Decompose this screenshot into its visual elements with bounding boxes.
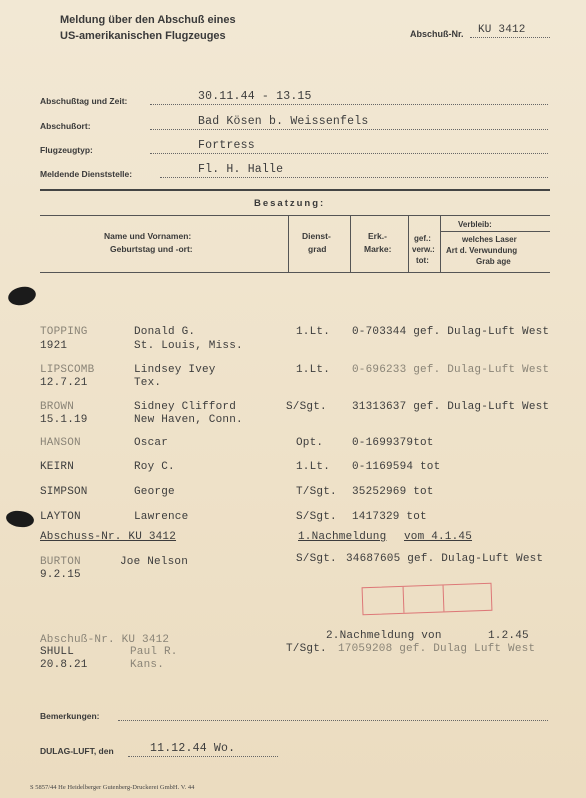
supplement1-note-b: vom 4.1.45 [404,531,473,543]
stamp-cell-2 [403,585,445,612]
crew-line-4: 0-1169594 tot [352,461,441,473]
crew-rank-6: S/Sgt. [296,511,337,523]
crew-surname-6: LAYTON [40,511,81,523]
crew-born-0: 1921 [40,340,68,352]
field-value-type: Fortress [198,139,255,152]
field-label-place: Abschußort: [40,121,91,131]
stamp-cell-3 [443,584,493,612]
col-divider-4 [440,215,441,272]
ink-blot-bottom [5,509,35,529]
supplement2-surname: SHULL [40,646,75,658]
col-verbleib-line1: Verbleib: [458,220,492,229]
crew-rank-2: S/Sgt. [286,401,327,413]
supplement2-given: Paul R. [130,646,178,658]
sign-label: DULAG-LUFT, den [40,746,114,756]
title-line-2: US-amerikanischen Flugzeuges [60,30,226,42]
supplement1-note-a: 1.Nachmeldung [298,531,387,543]
col-status-line1: gef.: [414,234,431,243]
field-line-type [150,153,548,154]
abschuss-nr-value: KU 3412 [478,24,526,36]
supplement1-born: 9.2.15 [40,569,81,581]
table-header-rule [40,215,550,216]
supplement1-ref: Abschuss-Nr. KU 3412 [40,531,177,543]
crew-rank-4: 1.Lt. [296,461,331,473]
crew-line-3: 0-1699379tot [352,437,434,449]
field-label-type: Flugzeugtyp: [40,145,93,155]
supplement2-date: 1.2.45 [488,630,529,642]
supplement2-ref: Abschuß-Nr. KU 3412 [40,634,170,646]
crew-line-2: 31313637 gef. Dulag-Luft West [352,401,550,413]
col-verbleib-line2: welches Laser [462,235,517,244]
crew-surname-5: SIMPSON [40,486,88,498]
supplement2-place: Kans. [130,659,165,671]
stamp-cell-1 [363,587,404,614]
verbleib-divider [440,231,550,232]
crew-given-0: Donald G. [134,326,196,338]
printer-imprint: S 5857/44 He Heidelberger Gutenberg-Druckerei GmbH. V. 44 [30,784,195,791]
field-line-place [150,129,548,130]
col-divider-1 [288,215,289,272]
receipt-stamp [362,583,493,616]
col-rank-line1: Dienst- [302,231,331,241]
field-value-unit: Fl. H. Halle [198,163,284,176]
abschuss-nr-underline [470,37,550,38]
field-value-date: 30.11.44 - 13.15 [198,90,312,103]
col-status-line3: tot: [416,256,429,265]
crew-place-1: Tex. [134,377,162,389]
col-divider-2 [350,215,351,272]
crew-rank-3: Opt. [296,437,324,449]
crew-place-0: St. Louis, Miss. [134,340,243,352]
crew-given-3: Oscar [134,437,169,449]
remarks-line [118,720,548,721]
crew-given-1: Lindsey Ivey [134,364,216,376]
crew-line-6: 1417329 tot [352,511,427,523]
crew-rank-1: 1.Lt. [296,364,331,376]
crew-given-2: Sidney Clifford [134,401,237,413]
field-label-date: Abschußtag und Zeit: [40,96,128,106]
title-line-1: Meldung über den Abschuß eines [60,14,236,26]
supplement2-line: 17059208 gef. Dulag Luft West [338,643,536,655]
sign-line [128,756,278,757]
crew-place-2: New Haven, Conn. [134,414,243,426]
field-line-unit [160,177,548,178]
crew-born-2: 15.1.19 [40,414,88,426]
col-name-line2: Geburtstag und -ort: [110,244,193,254]
field-label-unit: Meldende Dienststelle: [40,169,133,179]
crew-rank-0: 1.Lt. [296,326,331,338]
table-top-rule [40,189,550,191]
crew-surname-2: BROWN [40,401,75,413]
col-rank-line2: grad [308,244,327,254]
supplement1-rank: S/Sgt. [296,553,337,565]
crew-table-title: Besatzung: [254,198,326,209]
crew-surname-3: HANSON [40,437,81,449]
table-header-bottom-rule [40,272,550,273]
col-name-line1: Name und Vornamen: [104,231,192,241]
supplement1-surname: BURTON [40,556,81,568]
crew-line-5: 35252969 tot [352,486,434,498]
crew-surname-4: KEIRN [40,461,75,473]
supplement2-rank: T/Sgt. [286,643,327,655]
crew-surname-1: LIPSCOMB [40,364,95,376]
supplement2-note: 2.Nachmeldung von [326,630,442,642]
crew-rank-5: T/Sgt. [296,486,337,498]
supplement2-born: 20.8.21 [40,659,88,671]
col-ident-line1: Erk.- [368,231,387,241]
col-verbleib-line3: Art d. Verwundung [446,246,518,255]
crew-born-1: 12.7.21 [40,377,88,389]
col-status-line2: verw.: [412,245,435,254]
col-ident-line2: Marke: [364,244,392,254]
ink-blot-top [6,284,37,307]
crew-given-6: Lawrence [134,511,189,523]
field-value-place: Bad Kösen b. Weissenfels [198,115,369,128]
remarks-label: Bemerkungen: [40,711,100,721]
supplement1-given: Joe Nelson [120,556,189,568]
field-line-date [150,104,548,105]
crew-surname-0: TOPPING [40,326,88,338]
crew-given-5: George [134,486,175,498]
crew-given-4: Roy C. [134,461,175,473]
col-divider-3 [408,215,409,272]
crew-line-1: 0-696233 gef. Dulag-Luft West [352,364,550,376]
crew-line-0: 0-703344 gef. Dulag-Luft West [352,326,550,338]
col-verbleib-line4: Grab age [476,257,511,266]
sign-value: 11.12.44 Wo. [150,742,236,755]
abschuss-nr-label: Abschuß-Nr. [410,29,464,39]
supplement1-line: 34687605 gef. Dulag-Luft West [346,553,544,565]
